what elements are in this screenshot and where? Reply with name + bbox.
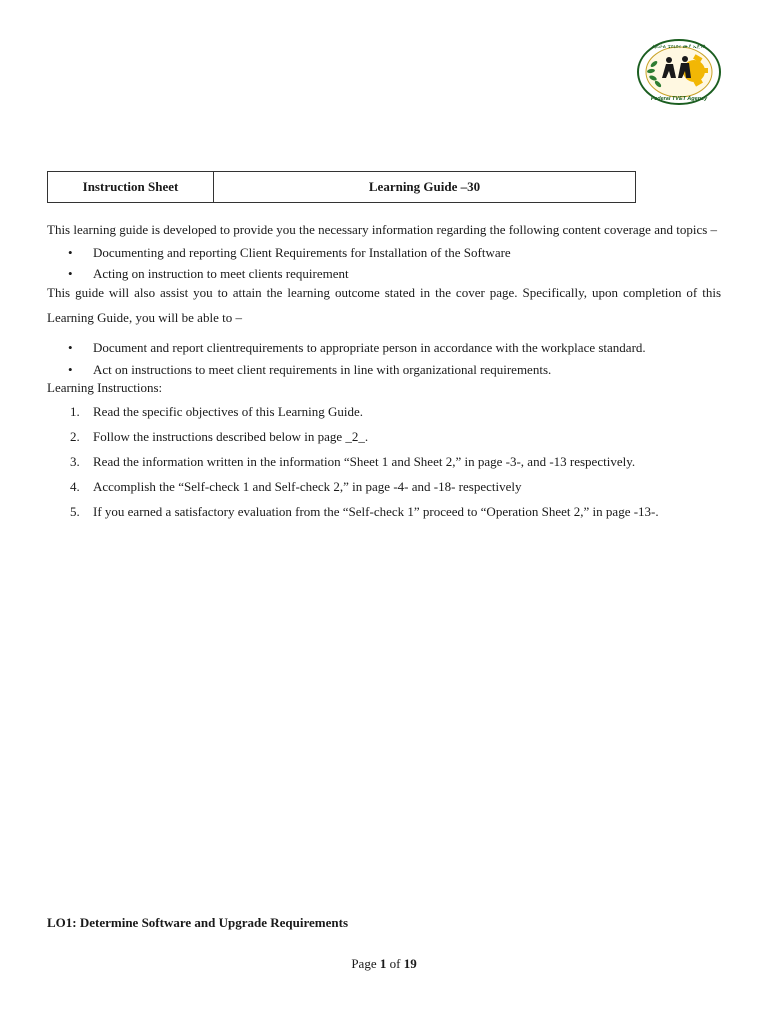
list-item: 4. Accomplish the “Self-check 1 and Self-check 2,” in page -4- and -18- respectively [70,479,522,494]
intro-paragraph: This learning guide is developed to provide you the necessary information regarding the following content coverage and topics – [47,222,718,237]
lo1-heading: LO1: Determine Software and Upgrade Requirements [47,915,349,930]
learning-guide-cell: Learning Guide –30 [214,172,636,203]
list-item: • Documenting and reporting Client Requirements for Installation of the Software [68,245,511,260]
outcomes-list [47,339,721,379]
federal-tvet-agency-logo [636,38,722,106]
list-item: • Acting on instruction to meet clients requirement [68,266,349,281]
bullet-icon: • [68,362,73,377]
bullet-icon: • [68,340,73,355]
logo-bottom-text: Federal TVET Agency [650,96,708,102]
logo-top-text: ፌዴራል ቴክኒክና ሙያ ኤጀንሲ [651,44,707,50]
instructions-title: Learning Instructions: [47,380,163,395]
instructions-list [47,399,721,524]
list-item: • Document and report clientrequirements to appropriate person in accordance with the workplace standard. [68,340,646,355]
list-item: • Act on instructions to meet client requirements in line with organizational requirements. [68,362,552,377]
bullet-icon: • [68,266,73,281]
topics-list [47,244,721,283]
page-footer: Page 1 of 19 [351,956,417,971]
list-item: 1. Read the specific objectives of this Learning Guide. [70,404,364,419]
instruction-sheet-cell: Instruction Sheet [48,172,214,203]
document-body [47,217,721,524]
bullet-icon: • [68,245,73,260]
instruction-header-table [47,171,636,203]
assist-paragraph: This guide will also assist you to attain the learning outcome stated in the cover page. Specifically, upon completion of this Learning Guide, you will be able to – [47,285,721,325]
total-pages: 19 [403,956,417,971]
list-item: 5. If you earned a satisfactory evaluation from the “Self-check 1” proceed to “Operation Sheet 2,” in page -13-. [70,504,659,519]
current-page: 1 [379,956,387,971]
list-item: 3. Read the information written in the information “Sheet 1 and Sheet 2,” in page -3-, and -13 respectively. [70,454,636,469]
list-item: 2. Follow the instructions described below in page _2_. [70,429,369,444]
